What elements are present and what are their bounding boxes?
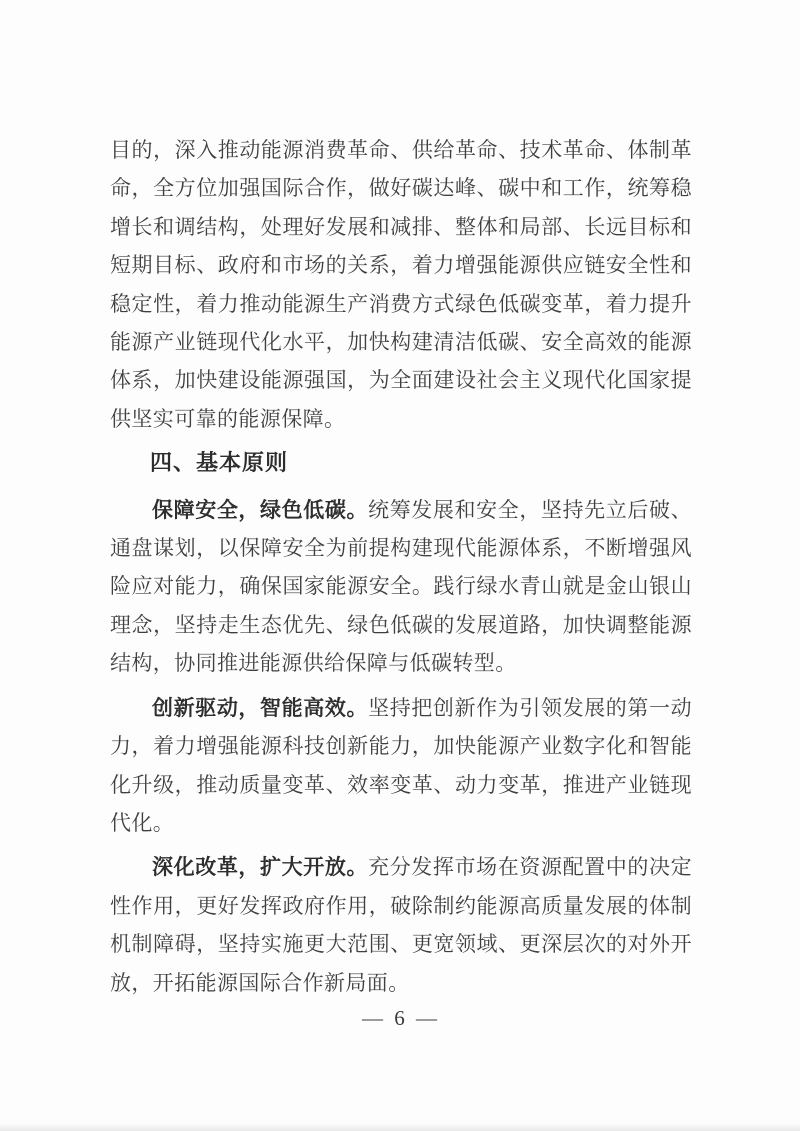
principle-paragraph-reform [110,848,692,1002]
page-number: — 6 — [362,1005,440,1030]
principle-lead-safety: 保障安全，绿色低碳。 [152,497,369,522]
principle-lead-reform: 深化改革，扩大开放。 [152,855,369,880]
scan-shadow [0,1123,800,1131]
section-heading: 四、基本原则 [150,450,289,476]
principle-body-reform: 充分发挥市场在资源配置中的决定性作用，更好发挥政府作用，破除制约能源高质量发展的体制机制障碍，坚持实施更大范围、更宽领域、更深层次的对外开放，开拓能源国际合作新局面。 [110,855,693,995]
principle-body-safety: 统筹发展和安全，坚持先立后破、通盘谋划，以保障安全为前提构建现代能源体系，不断增强风险应对能力，确保国家能源安全。践行绿水青山就是金山银山理念，坚持走生态优先、绿色低碳的发展道路，加快调整能源结构，协同推进能源供给保障与低碳转型。 [110,497,693,676]
principle-body-innovation: 坚持把创新作为引领发展的第一动力，着力增强能源科技创新能力，加快能源产业数字化和智能化升级，推动质量变革、效率变革、动力变革，推进产业链现代化。 [110,695,693,835]
principle-paragraph-safety [110,491,692,683]
principle-lead-innovation: 创新驱动，智能高效。 [152,695,369,720]
intro-paragraph: 目的，深入推动能源消费革命、供给革命、技术革命、体制革命，全方位加强国际合作，做好碳达峰、碳中和工作，统筹稳增长和调结构，处理好发展和减排、整体和局部、长远目标和短期目标、政府和市场的关系，着力增强能源供应链安全性和稳定性，着力推动能源生产消费方式绿色低碳变革，着力提升能源产业链现代化水平，加快构建清洁低碳、安全高效的能源体系，加快建设能源强国，为全面建设社会主义现代化国家提供坚实可靠的能源保障。 [110,138,692,431]
page-content [110,131,692,1031]
principle-paragraph-innovation [110,689,692,843]
